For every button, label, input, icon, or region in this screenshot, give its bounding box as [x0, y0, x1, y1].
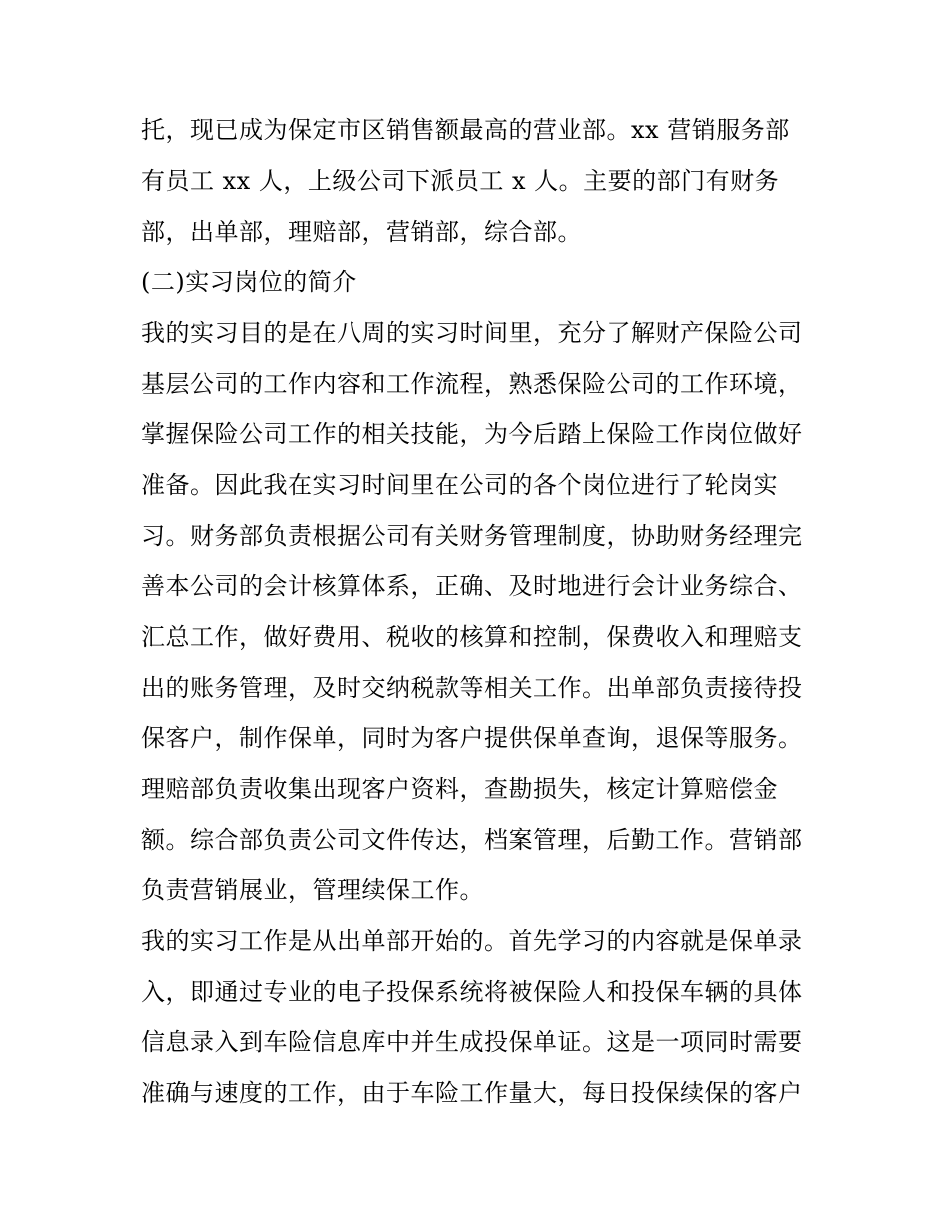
- text-line: 习。财务部负责根据公司有关财务管理制度，协助财务经理完: [141, 522, 803, 550]
- text-line: 负责营销展业，管理续保工作。: [141, 876, 484, 904]
- text-line: 出的账务管理，及时交纳税款等相关工作。出单部负责接待投: [141, 674, 803, 702]
- text-line: 理赔部负责收集出现客户资料，查勘损失，核定计算赔偿金: [141, 775, 778, 803]
- text-line: 准确与速度的工作，由于车险工作量大，每日投保续保的客户: [141, 1079, 803, 1107]
- text-line: 我的实习工作是从出单部开始的。首先学习的内容就是保单录: [141, 927, 803, 955]
- section-heading: (二)实习岗位的简介: [141, 268, 357, 296]
- text-line: 信息录入到车险信息库中并生成投保单证。这是一项同时需要: [141, 1028, 803, 1056]
- text-line: 托，现已成为保定市区销售额最高的营业部。xx 营销服务部: [141, 116, 790, 144]
- text-line: 有员工 xx 人，上级公司下派员工 x 人。主要的部门有财务: [141, 167, 780, 195]
- text-line: 保客户，制作保单，同时为客户提供保单查询，退保等服务。: [141, 724, 803, 752]
- text-line: 部，出单部，理赔部，营销部，综合部。: [141, 218, 582, 246]
- text-line: 额。综合部负责公司文件传达，档案管理，后勤工作。营销部: [141, 826, 803, 854]
- text-line: 入，即通过专业的电子投保系统将被保险人和投保车辆的具体: [141, 978, 803, 1006]
- text-line: 我的实习目的是在八周的实习时间里，充分了解财产保险公司: [141, 319, 803, 347]
- text-line: 准备。因此我在实习时间里在公司的各个岗位进行了轮岗实: [141, 471, 778, 499]
- text-line: 基层公司的工作内容和工作流程，熟悉保险公司的工作环境，: [141, 370, 803, 398]
- text-line: 汇总工作，做好费用、税收的核算和控制，保费收入和理赔支: [141, 623, 803, 651]
- text-line: 善本公司的会计核算体系，正确、及时地进行会计业务综合、: [141, 572, 803, 600]
- text-line: 掌握保险公司工作的相关技能，为今后踏上保险工作岗位做好: [141, 420, 803, 448]
